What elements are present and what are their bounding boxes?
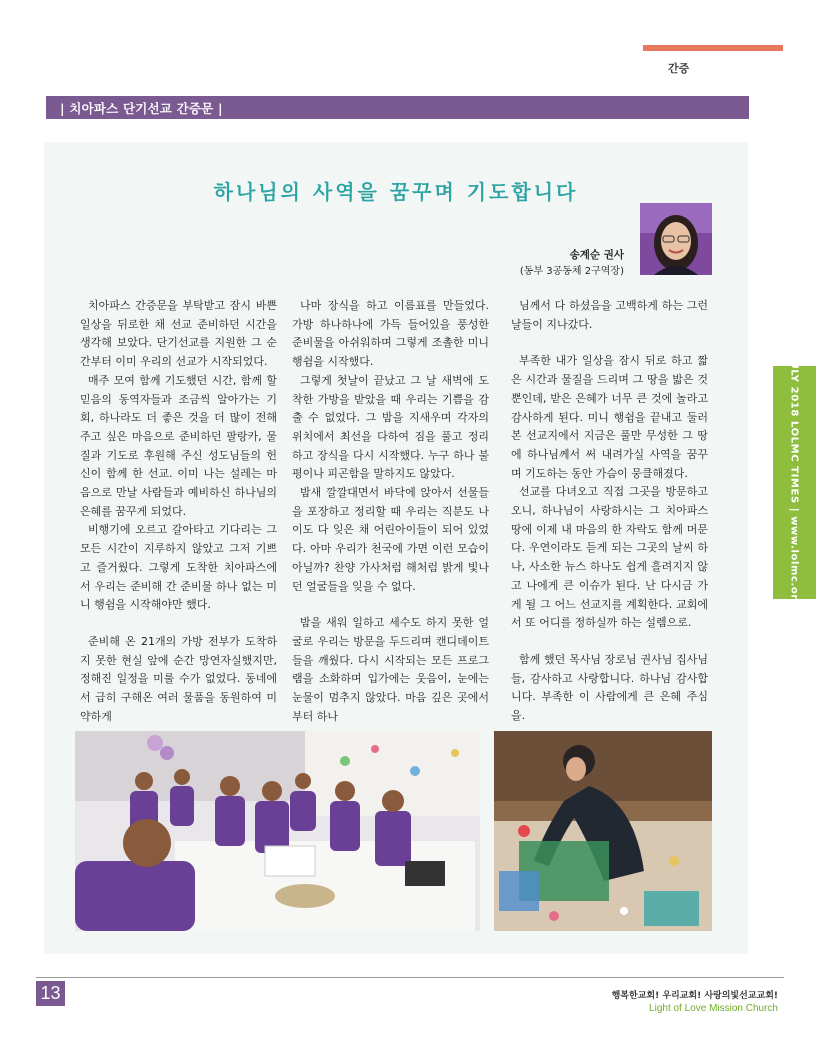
paragraph: 매주 모여 함께 기도했던 시간, 함께 할 믿음의 동역자들과 조금씩 알아가는 기회, 하나라도 더 좋은 것을 더 많이 전해주고 싶은 마음으로 준비하던 팔랑카, 물질과 기도로 후원해 주신 성도님들의 헌신이 함께 한 선교. 이미 나는 설레는 마음으로 만날 사람들과 예비하신 하나님의 은혜를 꿈꾸게 되었다. [80, 373, 277, 518]
section-banner [46, 96, 749, 119]
paragraph: 나마 장식을 하고 이름표를 만들었다. 가방 하나하나에 가득 들어있을 풍성한 준비물을 아쉬워하며 그렇게 조촐한 미니 행쉼을 시작했다. [292, 299, 489, 369]
footer-divider [36, 977, 784, 978]
paragraph: 님께서 다 하셨음을 고백하게 하는 그런 날들이 지나갔다. [511, 299, 708, 331]
paragraph: 치아파스 간증문을 부탁받고 잠시 바쁜 일상을 뒤로한 채 선교 준비하던 시간을 생각해 보았다. 단기선교를 지원한 그 순간부터 이미 우리의 선교가 시작되었다. [80, 299, 277, 369]
paragraph: 밤새 깔깔대면서 바닥에 앉아서 선물들을 포장하고 정리할 때 우리는 직분도 나이도 다 잊은 채 어린아이들이 되어 있었다. 아마 우리가 천국에 가면 이런 모습이 아닐까? 찬양 가사처럼 해처럼 밝게 빛나던 얼굴들을 잊을 수 없다. [292, 486, 489, 593]
paragraph: 비행기에 오르고 갈아타고 기다리는 그 모든 시간이 지루하지 않았고 그저 기쁘고 즐거웠다. 그렇게 도착한 치아파스에서 우리는 준비해 간 준비물 하나 없는 미니 행쉼을 시작해야만 했다. [80, 523, 277, 612]
paragraph: 그렇게 첫날이 끝났고 그 날 새벽에 도착한 가방을 받았을 때 우리는 기쁨을 감출 수 없었다. 그 밤을 지새우며 각자의 위치에서 최선을 다하여 짐을 풀고 정리하고 장식을 다시 시작했다. 누구 하나 불평이나 피곤함을 말하지도 않았다. [292, 373, 489, 481]
article-column-2 [292, 297, 489, 726]
page-number: 13 [36, 981, 65, 1006]
author-organization: (동부 3공동체 2구역장) [519, 266, 624, 277]
side-issue-tab [773, 356, 816, 608]
banner-title: | 치아파스 단기선교 간증문 | [60, 101, 223, 116]
header-accent-bar [643, 45, 783, 51]
paragraph: 준비해 온 21개의 가방 전부가 도착하지 못한 현실 앞에 순간 망연자실했지만, 정해진 일정을 미룰 수가 없었다. 동네에서 급히 구해온 여러 물품을 동원하여 미약하게 [80, 634, 277, 723]
article-title: 하나님의 사역을 꿈꾸며 기도합니다 [213, 180, 579, 204]
footer-slogan: 행복한교회! 우리교회! 사랑의빛선교교회! [611, 991, 778, 1001]
paragraph: 밤을 새워 일하고 세수도 하지 못한 얼굴로 우리는 방문을 두드리며 캔디데이트들을 깨웠다. 다시 시작되는 모든 프로그램을 소화하며 입가에는 웃음이, 눈에는 눈물이 멈추지 않았다. 마음 깊은 곳에서부터 하나 [292, 616, 489, 723]
author-name: 송계순 권사 [569, 249, 624, 261]
paragraph: 부족한 내가 일상을 잠시 뒤로 하고 짧은 시간과 물질을 드리며 그 땅을 밟은 것뿐인데, 받은 은혜가 너무 큰 것에 놀라고 감사하게 된다. 미니 행쉼을 끝내고 둘러본 선교지에서 지금은 풀만 무성한 그 땅에 하나님께서 써 내려가실 사역을 꿈꾸며 기도하는 동안 가슴이 뭉클해졌다. [511, 354, 708, 480]
paragraph: 선교를 다녀오고 직접 그곳을 방문하고 오니, 하나님이 사랑하시는 그 치아파스 땅에 이제 내 마음의 한 자락도 함께 머문다. 우연이라도 듣게 되는 그곳의 날씨 하나, 사소한 뉴스 하나도 쉽게 흘려지지 않고 나에게 큰 이슈가 된다. 난 다시금 가게 될 그 어느 선교지를 계획한다. 교회에서 또 어디를 정하실까 하는 설렘으로. [511, 485, 708, 630]
craft-photo [494, 731, 712, 931]
article-column-1 [80, 297, 277, 726]
author-photo [640, 203, 712, 275]
footer-church-name: Light of Love Mission Church [649, 1003, 778, 1014]
section-label: 간증 [668, 62, 690, 75]
group-photo [75, 731, 480, 931]
article-column-3 [511, 297, 708, 726]
side-issue-text: JULY 2018 LOLMC TIMES | www.lolmc.org [788, 356, 800, 608]
paragraph: 함께 했던 목사님 장로님 권사님 집사님들, 감사하고 사랑합니다. 하나님 감사합니다. 부족한 이 사람에게 큰 은혜 주심을. [511, 652, 708, 723]
